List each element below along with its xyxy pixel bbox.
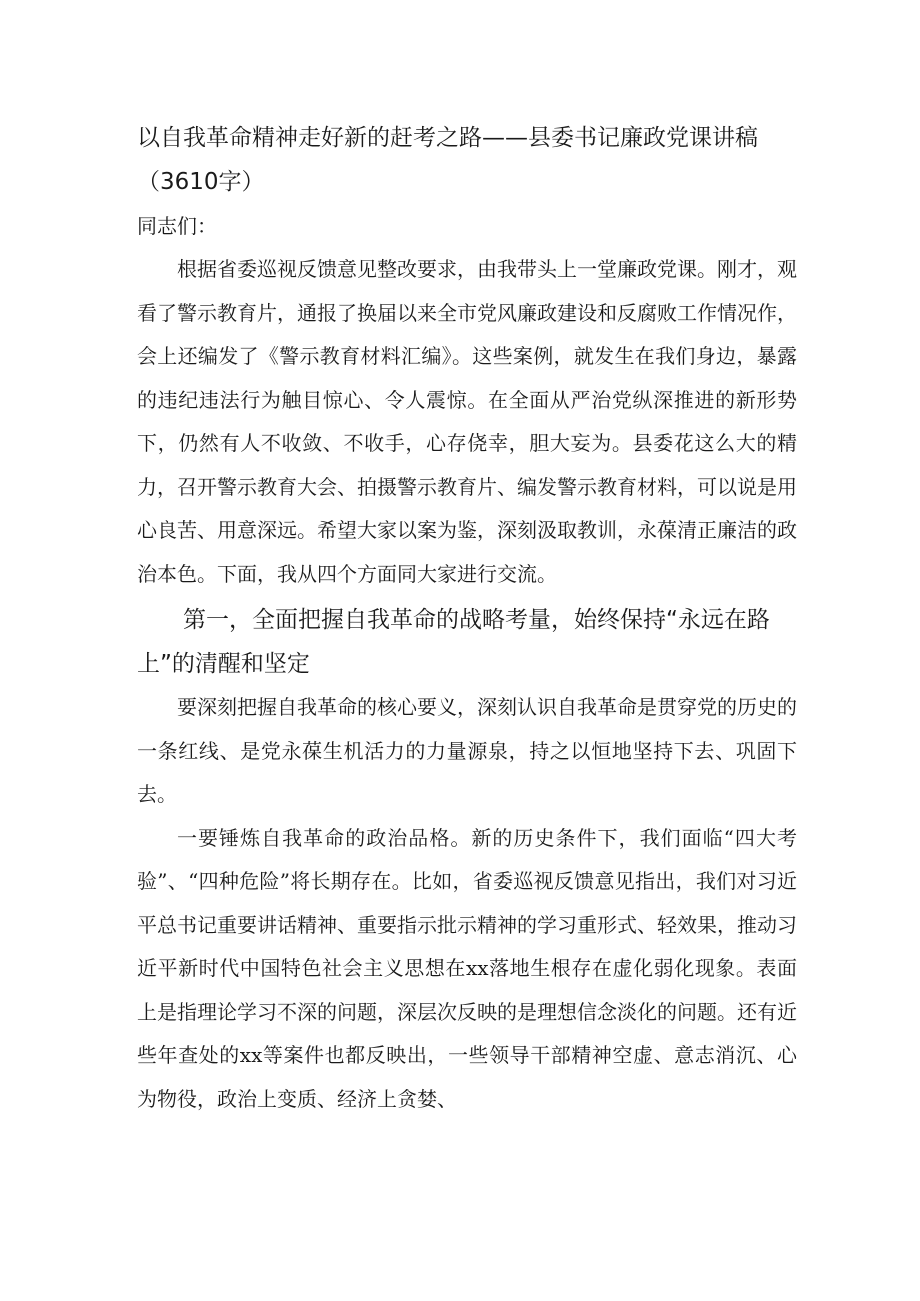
section-paragraph: 要深刻把握自我革命的核心要义，深刻认识自我革命是贯穿党的历史的一条红线、是党永葆生机活力的力量源泉，持之以恒地坚持下去、巩固下去。 — [137, 695, 797, 806]
document-title: 以自我革命精神走好新的赶考之路——县委书记廉政党课讲稿（3610字） — [137, 125, 758, 195]
document-page — [137, 116, 797, 1121]
section-paragraph: 一要锤炼自我革命的政治品格。新的历史条件下，我们面临“四大考验”、“四种危险”将长期存在。比如，省委巡视反馈意见指出，我们对习近平总书记重要讲话精神、重要指示批示精神的学习重形式、轻效果，推动习近平新时代中国特色社会主义思想在xx落地生根存在虚化弱化现象。表面上是指理论学习不深的问题，深层次反映的是理想信念淡化的问题。还有近些年查处的xx等案件也都反映出，一些领导干部精神空虚、意志消沉、心为物役，政治上变质、经济上贪婪、 — [137, 825, 797, 1111]
section-heading: 第一，全面把握自我革命的战略考量，始终保持“永远在路上”的清醒和坚定 — [137, 607, 770, 677]
salutation: 同志们： — [137, 214, 217, 238]
intro-paragraph: 根据省委巡视反馈意见整改要求，由我带头上一堂廉政党课。刚才，观看了警示教育片，通报了换届以来全市党风廉政建设和反腐败工作情况作，会上还编发了《警示教育材料汇编》。这些案例，就发生在我们身边，暴露的违纪违法行为触目惊心、令人震惊。在全面从严治党纵深推进的新形势下，仍然有人不收敛、不收手，心存侥幸，胆大妄为。县委花这么大的精力，召开警示教育大会、拍摄警示教育片、编发警示教育材料，可以说是用心良苦、用意深远。希望大家以案为鉴，深刻汲取教训，永葆清正廉洁的政治本色。下面，我从四个方面同大家进行交流。 — [137, 257, 797, 586]
